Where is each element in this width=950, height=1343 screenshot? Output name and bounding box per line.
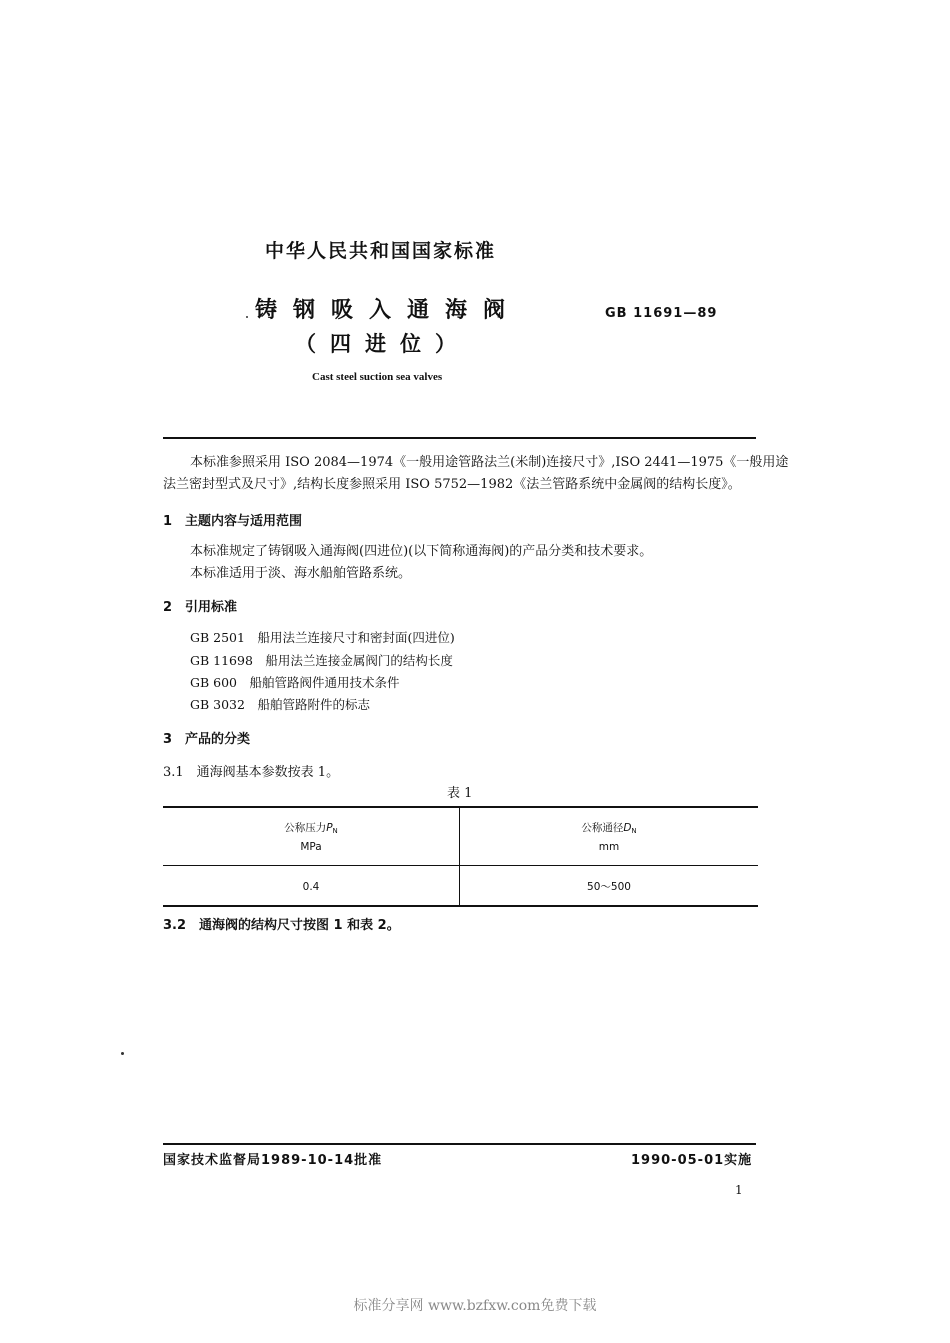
table-top-border [163,806,758,808]
english-title: Cast steel suction sea valves [312,371,443,383]
table-bottom-border [163,905,758,907]
intro-line-2: 法兰密封型式及尺寸》,结构长度参照采用 ISO 5752—1982《法兰管路系统中金属阀的结构长度》。 [163,477,741,492]
section-3-heading: 3 产品的分类 [163,732,251,747]
nominal-diameter-label: 公称通径 [581,822,624,834]
site-watermark: 标准分享网 www.bzfxw.com免费下载 [353,1298,597,1314]
nominal-pressure-symbol: P [326,822,333,834]
section-1-heading: 1 主题内容与适用范围 [163,514,303,529]
scan-speck [246,316,248,318]
cell-pressure-value: 0.4 [302,881,320,893]
section-1-paragraph-1: 本标准规定了铸钢吸入通海阀(四进位)(以下简称通海阀)的产品分类和技术要求。 [190,544,653,559]
issuing-authority: 中华人民共和国国家标准 [265,240,497,262]
reference-standard: GB 600 船舶管路阀件通用技术条件 [190,675,400,690]
reference-standard: GB 3032 船舶管路附件的标志 [190,697,370,712]
table-caption: 表 1 [447,786,473,801]
table-header-separator [163,865,758,866]
nominal-diameter-symbol: D [623,822,632,834]
intro-line-1: 本标准参照采用 ISO 2084—1974《一般用途管路法兰(米制)连接尺寸》,ISO 2441—1975《一般用途 [190,455,789,470]
standard-code: GB 11691—89 [605,306,718,321]
clause-3-1: 3.1 通海阀基本参数按表 1。 [163,765,340,780]
cell-diameter-range: 50～500 [587,881,631,893]
approval-date: 国家技术监督局1989-10-14批准 [163,1153,383,1168]
standard-subtitle: （四进位） [295,332,470,356]
nominal-diameter-subscript: N [631,827,637,835]
header-divider [163,437,756,439]
page-number: 1 [735,1183,743,1197]
nominal-pressure-label: 公称压力 [284,822,327,834]
nominal-pressure-unit: MPa [300,841,322,853]
section-1-paragraph-2: 本标准适用于淡、海水船舶管路系统。 [190,566,412,581]
reference-standard: GB 2501 船用法兰连接尺寸和密封面(四进位) [190,630,455,645]
header-nominal-pressure [163,820,459,855]
section-2-heading: 2 引用标准 [163,600,238,615]
nominal-diameter-unit: mm [598,841,620,853]
reference-standard: GB 11698 船用法兰连接金属阀门的结构长度 [190,653,453,668]
scan-speck [121,1052,124,1055]
nominal-pressure-subscript: N [332,827,338,835]
parameter-table [163,806,758,907]
footer-divider [163,1143,756,1145]
effective-date: 1990-05-01实施 [631,1153,753,1168]
clause-3-2: 3.2 通海阀的结构尺寸按图 1 和表 2。 [163,918,400,933]
standard-title: 铸钢吸入通海阀 [255,298,522,323]
header-nominal-diameter [460,820,758,855]
